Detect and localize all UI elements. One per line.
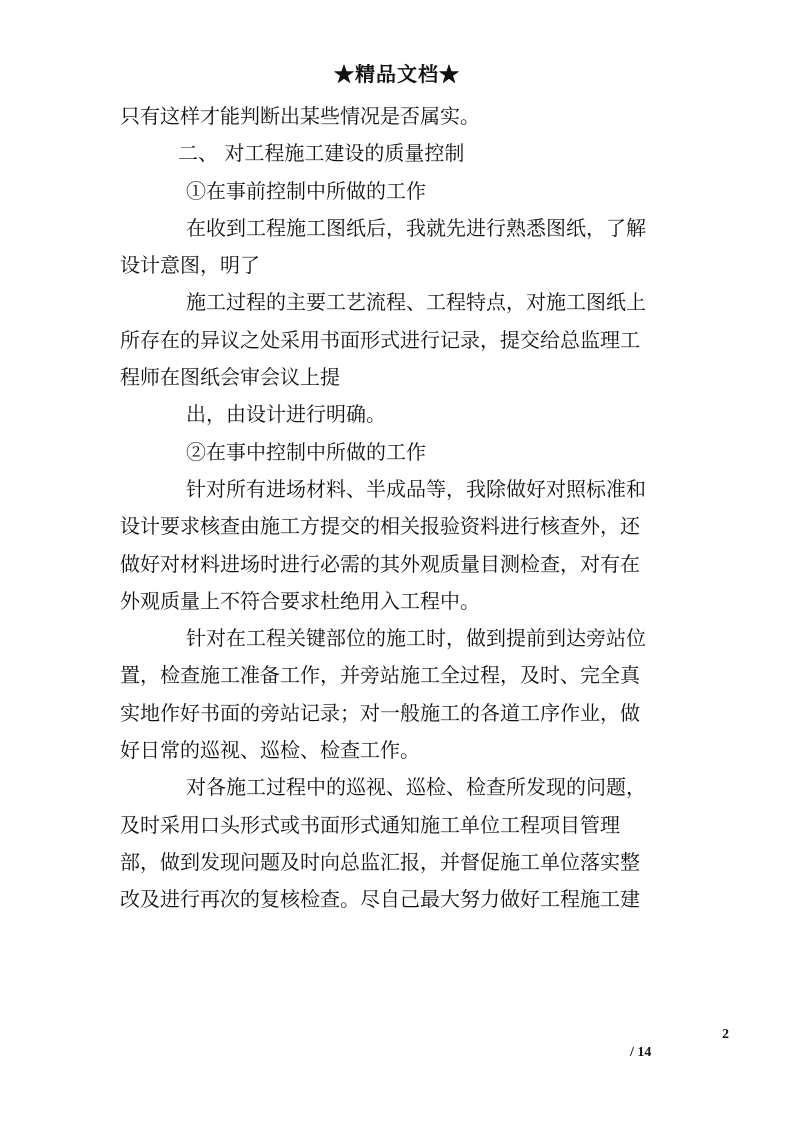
body-line: 设计意图，明了 [120, 253, 260, 278]
body-line: 实地作好书面的旁站记录；对一般施工的各道工序作业，做 [120, 700, 640, 725]
page-number: 2 [722, 1027, 729, 1042]
body-line: 好日常的巡视、巡检、检查工作。 [120, 738, 420, 763]
body-line: 程师在图纸会审会议上提 [120, 365, 340, 390]
body-line: 及时采用口头形式或书面形式通知施工单位工程项目管理 [120, 812, 620, 837]
page-total: / 14 [630, 1045, 652, 1060]
subsection-heading: ①在事前控制中所做的工作 [186, 178, 426, 203]
section-heading: 二、 对工程施工建设的质量控制 [178, 141, 465, 166]
body-line: 改及进行再次的复核检查。尽自己最大努力做好工程施工建 [120, 887, 640, 912]
body-line: 对各施工过程中的巡视、巡检、检查所发现的问题， [186, 775, 646, 800]
page-header-title: ★精品文档★ [334, 62, 460, 86]
body-line: 设计要求核查由施工方提交的相关报验资料进行核查外，还 [120, 514, 640, 539]
subsection-heading: ②在事中控制中所做的工作 [186, 439, 426, 464]
body-line: 做好对材料进场时进行必需的其外观质量目测检查，对有在 [120, 551, 640, 576]
body-line: 置，检查施工准备工作，并旁站施工全过程，及时、完全真 [120, 663, 640, 688]
body-line: 施工过程的主要工艺流程、工程特点，对施工图纸上 [186, 290, 646, 315]
body-text [120, 98, 676, 919]
body-line: 针对在工程关键部位的施工时，做到提前到达旁站位 [186, 626, 646, 651]
body-line: 在收到工程施工图纸后，我就先进行熟悉图纸，了解 [186, 215, 646, 240]
body-line: 针对所有进场材料、半成品等，我除做好对照标准和 [186, 476, 646, 501]
body-line: 出，由设计进行明确。 [186, 402, 386, 427]
body-line: 只有这样才能判断出某些情况是否属实。 [120, 104, 480, 128]
body-line: 所存在的异议之处采用书面形式进行记录，提交给总监理工 [120, 327, 640, 352]
body-line: 外观质量上不符合要求杜绝用入工程中。 [120, 588, 480, 613]
body-line: 部，做到发现问题及时向总监汇报，并督促施工单位落实整 [120, 849, 640, 874]
